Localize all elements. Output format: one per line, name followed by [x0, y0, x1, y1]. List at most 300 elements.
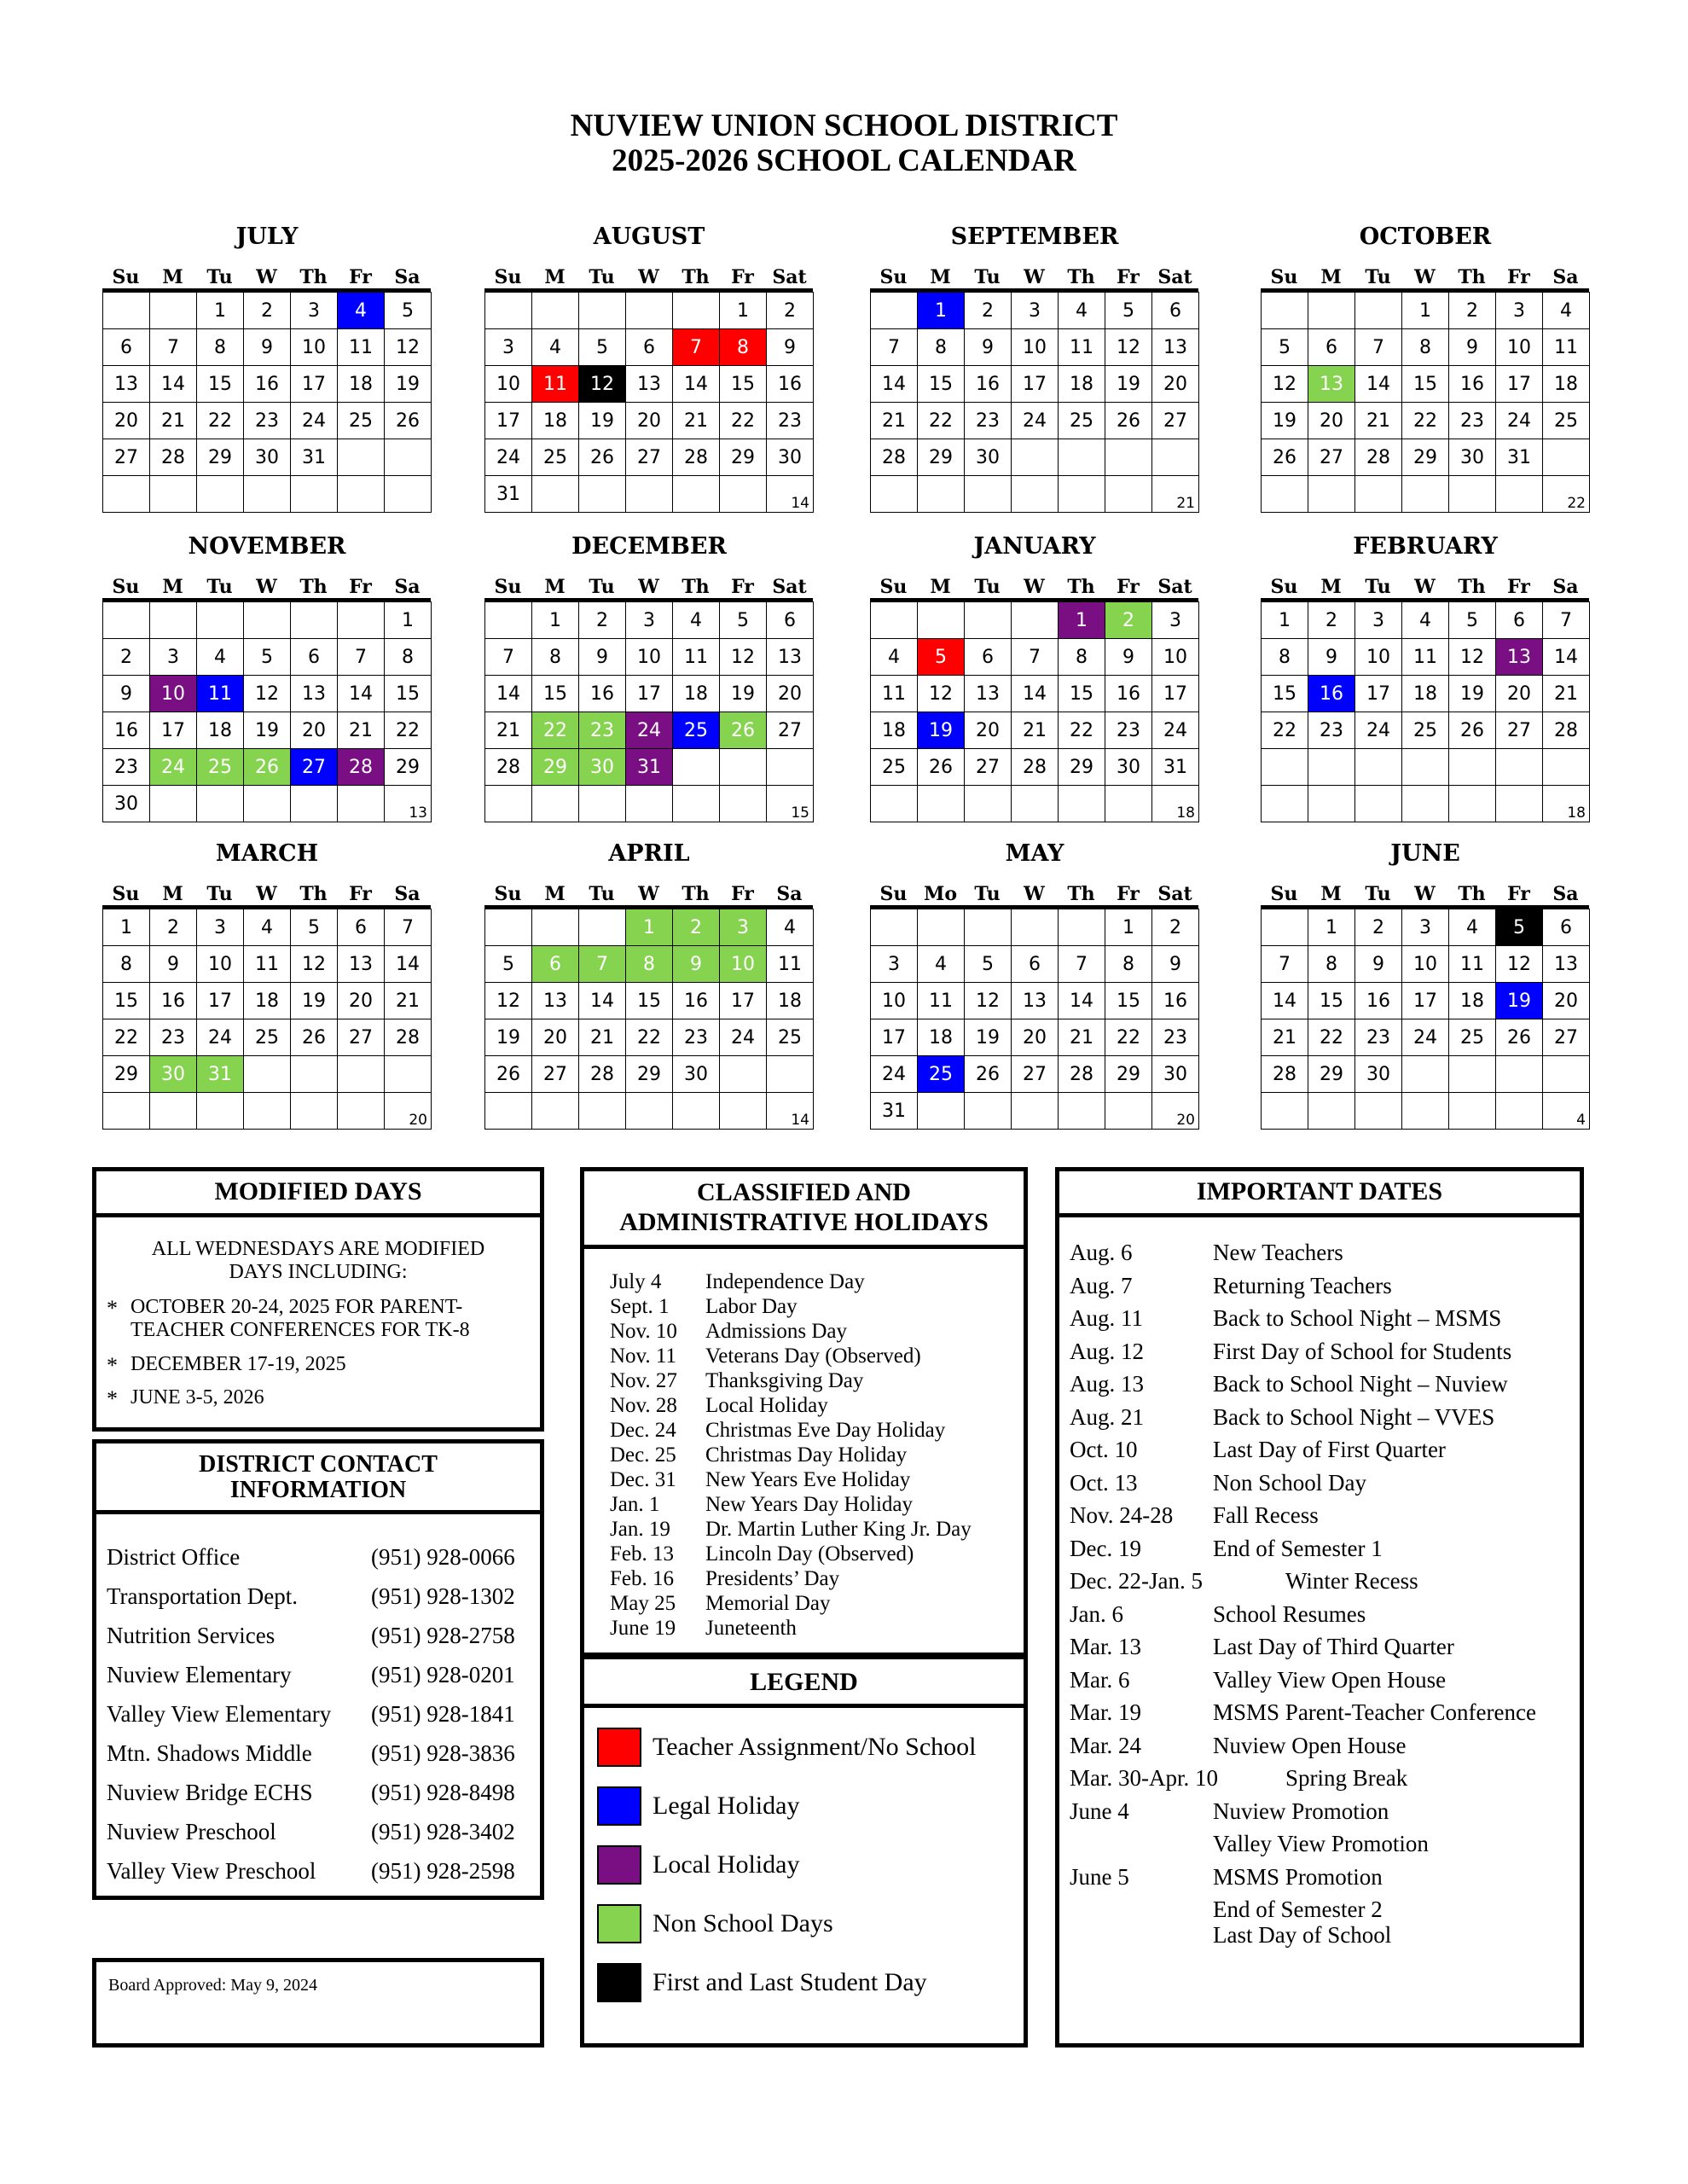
day-cell: 19 — [1495, 982, 1543, 1019]
day-cell: 12 — [719, 638, 767, 676]
day-cell: 28 — [149, 439, 197, 476]
holiday-name: Juneteenth — [705, 1617, 797, 1640]
weekday-label: M — [1320, 576, 1342, 598]
day-cell: 30 — [766, 439, 814, 476]
day-cell: 13 — [290, 675, 338, 712]
holiday-name: Presidents’ Day — [705, 1567, 840, 1590]
day-cell: 4 — [243, 909, 291, 946]
empty-cell — [1448, 1055, 1496, 1093]
day-cell: 27 — [1151, 402, 1199, 439]
day-cell: 17 — [1495, 365, 1543, 403]
important-date: Aug. 11 — [1070, 1305, 1143, 1331]
day-cell: 11 — [917, 982, 965, 1019]
day-cell: 2 — [149, 909, 197, 946]
day-cell: 14 — [1261, 982, 1308, 1019]
day-cell: 1 — [1261, 601, 1308, 639]
holiday-name: Admissions Day — [705, 1320, 847, 1343]
day-cell: 12 — [1261, 365, 1308, 403]
empty-cell — [102, 1092, 150, 1130]
day-cell: 18 — [1058, 365, 1105, 403]
important-date: Aug. 13 — [1070, 1371, 1144, 1397]
day-cell: 10 — [290, 328, 338, 366]
day-cell: 11 — [1448, 945, 1496, 983]
empty-cell — [531, 1092, 579, 1130]
day-grid — [102, 598, 431, 822]
day-cell: 6 — [1011, 945, 1059, 983]
weekday-label: Th — [1067, 266, 1095, 288]
day-cell: 11 — [766, 945, 814, 983]
day-cell: 21 — [149, 402, 197, 439]
empty-cell — [290, 601, 338, 639]
weekday-label: Su — [1270, 266, 1298, 288]
month-name: JANUARY — [973, 533, 1096, 560]
weekday-label: M — [1320, 266, 1342, 288]
day-cell: 7 — [149, 328, 197, 366]
day-cell: 29 — [384, 748, 432, 786]
day-cell: 8 — [531, 638, 579, 676]
empty-cell — [578, 475, 626, 513]
weekday-label: Sa — [394, 883, 421, 905]
weekday-label: W — [1024, 576, 1045, 598]
day-cell: 2 — [964, 292, 1012, 329]
day-cell: 22 — [1261, 712, 1308, 749]
day-cell: 28 — [1542, 712, 1590, 749]
important-date: Mar. 6 — [1070, 1666, 1130, 1693]
holiday-name: Labor Day — [705, 1295, 798, 1318]
holiday-date: Nov. 27 — [610, 1369, 677, 1392]
important-date: Nov. 24-28 — [1070, 1502, 1174, 1528]
empty-cell — [1401, 1055, 1449, 1093]
day-cell: 12 — [1448, 638, 1496, 676]
day-cell: 12 — [917, 675, 965, 712]
day-cell: 26 — [384, 402, 432, 439]
day-cell: 5 — [578, 328, 626, 366]
holiday-date: Dec. 31 — [610, 1468, 676, 1491]
day-cell: 4 — [1058, 292, 1105, 329]
day-cell: 5 — [1105, 292, 1152, 329]
empty-cell — [1308, 1092, 1355, 1130]
day-cell: 27 — [1308, 439, 1355, 476]
holiday-date: Jan. 19 — [610, 1518, 670, 1541]
day-cell: 13 — [531, 982, 579, 1019]
bullet-marker: * — [107, 1353, 118, 1378]
day-cell: 28 — [1261, 1055, 1308, 1093]
empty-cell — [243, 1055, 291, 1093]
day-cell: 4 — [870, 638, 918, 676]
day-cell: 30 — [1151, 1055, 1199, 1093]
day-cell: 5 — [917, 638, 965, 676]
day-cell: 15 — [1261, 675, 1308, 712]
day-cell: 24 — [149, 748, 197, 786]
holiday-date: Dec. 25 — [610, 1443, 676, 1467]
empty-cell — [1542, 1092, 1590, 1130]
weekday-label: W — [1414, 266, 1436, 288]
day-cell: 9 — [1105, 638, 1152, 676]
day-cell: 15 — [719, 365, 767, 403]
empty-cell — [1058, 439, 1105, 476]
day-cell: 21 — [484, 712, 532, 749]
holidays-title-line-1: CLASSIFIED AND — [697, 1178, 911, 1206]
empty-cell — [1011, 475, 1059, 513]
holiday-name: New Years Eve Holiday — [705, 1468, 911, 1491]
day-cell: 5 — [964, 945, 1012, 983]
weekday-label: Fr — [1507, 266, 1530, 288]
important-event: MSMS Parent-Teacher Conference — [1213, 1699, 1536, 1725]
day-cell: 10 — [1354, 638, 1402, 676]
day-cell: 30 — [1105, 748, 1152, 786]
day-cell: 17 — [290, 365, 338, 403]
day-cell: 2 — [243, 292, 291, 329]
important-event: Last Day of School — [1213, 1922, 1392, 1948]
weekday-label: Sa — [1552, 266, 1579, 288]
day-cell: 23 — [578, 712, 626, 749]
weekday-label: M — [930, 576, 951, 598]
empty-cell — [1448, 1092, 1496, 1130]
important-event: First Day of School for Students — [1213, 1338, 1512, 1364]
weekday-label: M — [544, 266, 566, 288]
day-cell: 3 — [870, 945, 918, 983]
school-day-count: 20 — [409, 1112, 427, 1129]
district-title: NUVIEW UNION SCHOOL DISTRICT — [570, 108, 1118, 143]
empty-cell — [1354, 748, 1402, 786]
month-name: SEPTEMBER — [950, 224, 1119, 250]
holiday-name: Veterans Day (Observed) — [705, 1345, 921, 1368]
weekday-label: Tu — [589, 883, 615, 905]
important-date: Oct. 13 — [1070, 1469, 1138, 1496]
empty-cell — [196, 601, 244, 639]
empty-cell — [1401, 785, 1449, 822]
important-event: New Teachers — [1213, 1240, 1343, 1265]
weekday-label: M — [162, 883, 183, 905]
day-cell: 7 — [484, 638, 532, 676]
empty-cell — [578, 909, 626, 946]
weekday-header — [870, 576, 1198, 598]
day-cell: 21 — [384, 982, 432, 1019]
day-cell: 28 — [1354, 439, 1402, 476]
day-cell: 7 — [1011, 638, 1059, 676]
day-cell: 29 — [531, 748, 579, 786]
day-cell: 17 — [1401, 982, 1449, 1019]
contact-phone: (951) 928-3836 — [371, 1740, 515, 1766]
holiday-date: May 25 — [610, 1592, 676, 1615]
empty-cell — [1058, 475, 1105, 513]
day-cell: 26 — [1105, 402, 1152, 439]
day-cell: 20 — [1151, 365, 1199, 403]
day-cell: 30 — [964, 439, 1012, 476]
day-cell: 3 — [484, 328, 532, 366]
day-cell: 27 — [531, 1055, 579, 1093]
day-cell: 23 — [1105, 712, 1152, 749]
holiday-name: Memorial Day — [705, 1592, 831, 1615]
day-cell: 5 — [290, 909, 338, 946]
day-grid — [1261, 598, 1589, 822]
month-name: DECEMBER — [571, 533, 727, 560]
contact-phone: (951) 928-1302 — [371, 1583, 515, 1609]
month-name: MARCH — [215, 840, 319, 867]
holiday-date: Nov. 10 — [610, 1320, 677, 1343]
empty-cell — [196, 475, 244, 513]
weekday-label: Tu — [974, 266, 1001, 288]
day-cell: 24 — [625, 712, 673, 749]
contact-phone: (951) 928-2758 — [371, 1623, 515, 1648]
important-dates-title: IMPORTANT DATES — [1196, 1177, 1443, 1205]
day-cell: 13 — [1495, 638, 1543, 676]
weekday-label: M — [544, 576, 566, 598]
day-cell: 7 — [672, 328, 720, 366]
empty-cell — [964, 909, 1012, 946]
day-cell: 26 — [917, 748, 965, 786]
month-name: APRIL — [608, 840, 690, 867]
day-cell: 15 — [384, 675, 432, 712]
empty-cell — [672, 1092, 720, 1130]
day-cell: 5 — [1261, 328, 1308, 366]
day-cell: 8 — [102, 945, 150, 983]
weekday-label: W — [256, 883, 277, 905]
day-cell: 25 — [1058, 402, 1105, 439]
empty-cell — [1011, 909, 1059, 946]
weekday-label: M — [162, 266, 183, 288]
day-cell: 17 — [1354, 675, 1402, 712]
day-cell: 14 — [484, 675, 532, 712]
day-cell: 19 — [290, 982, 338, 1019]
day-cell: 6 — [1151, 292, 1199, 329]
weekday-header — [870, 266, 1198, 288]
important-date: Oct. 10 — [1070, 1437, 1138, 1462]
day-cell: 26 — [1495, 1019, 1543, 1056]
day-cell: 20 — [766, 675, 814, 712]
day-cell: 18 — [766, 982, 814, 1019]
day-cell: 13 — [625, 365, 673, 403]
day-cell: 28 — [578, 1055, 626, 1093]
month-name: JUNE — [1390, 840, 1460, 867]
day-cell: 7 — [384, 909, 432, 946]
empty-cell — [1308, 785, 1355, 822]
empty-cell — [719, 748, 767, 786]
month-name: NOVEMBER — [188, 533, 346, 560]
month-name: OCTOBER — [1359, 224, 1492, 250]
empty-cell — [1448, 475, 1496, 513]
day-cell: 14 — [1542, 638, 1590, 676]
day-cell: 3 — [1495, 292, 1543, 329]
day-cell: 19 — [917, 712, 965, 749]
empty-cell — [149, 785, 197, 822]
empty-cell — [625, 292, 673, 329]
day-cell: 23 — [243, 402, 291, 439]
day-cell: 13 — [766, 638, 814, 676]
day-cell: 24 — [1354, 712, 1402, 749]
day-cell: 14 — [384, 945, 432, 983]
empty-cell — [1354, 292, 1402, 329]
weekday-label: W — [1414, 576, 1436, 598]
important-event: Back to School Night – VVES — [1213, 1403, 1495, 1430]
empty-cell — [964, 1092, 1012, 1130]
empty-cell — [870, 601, 918, 639]
board-approved-text: Board Approved: May 9, 2024 — [108, 1976, 317, 1995]
day-cell: 28 — [337, 748, 385, 786]
day-cell: 14 — [149, 365, 197, 403]
weekday-label: Tu — [1365, 266, 1391, 288]
day-cell: 17 — [719, 982, 767, 1019]
day-grid — [870, 288, 1198, 512]
weekday-label: Sa — [394, 576, 421, 598]
day-cell: 3 — [196, 909, 244, 946]
day-cell: 16 — [578, 675, 626, 712]
empty-cell — [917, 909, 965, 946]
day-cell: 21 — [1354, 402, 1402, 439]
empty-cell — [1495, 785, 1543, 822]
weekday-label: Su — [1270, 883, 1298, 905]
day-cell: 18 — [1542, 365, 1590, 403]
day-cell: 27 — [1011, 1055, 1059, 1093]
empty-cell — [1151, 475, 1199, 513]
day-cell: 29 — [1308, 1055, 1355, 1093]
empty-cell — [484, 909, 532, 946]
empty-cell — [1354, 475, 1402, 513]
day-cell: 25 — [766, 1019, 814, 1056]
day-cell: 5 — [719, 601, 767, 639]
day-cell: 13 — [102, 365, 150, 403]
empty-cell — [870, 292, 918, 329]
weekday-label: Su — [494, 266, 522, 288]
empty-cell — [672, 292, 720, 329]
day-cell: 2 — [578, 601, 626, 639]
day-cell: 15 — [102, 982, 150, 1019]
day-cell: 1 — [196, 292, 244, 329]
empty-cell — [1401, 748, 1449, 786]
contact-phone: (951) 928-3402 — [371, 1819, 515, 1844]
day-cell: 14 — [870, 365, 918, 403]
legend-swatch — [597, 1963, 641, 2002]
empty-cell — [290, 475, 338, 513]
day-grid — [484, 598, 813, 822]
day-cell: 4 — [672, 601, 720, 639]
day-cell: 11 — [672, 638, 720, 676]
day-cell: 1 — [719, 292, 767, 329]
day-cell: 1 — [1401, 292, 1449, 329]
weekday-label: Th — [1458, 576, 1486, 598]
holiday-date: Feb. 16 — [610, 1567, 674, 1590]
contact-name: Nuview Bridge ECHS — [107, 1780, 313, 1805]
contact-name: District Office — [107, 1544, 241, 1570]
day-cell: 16 — [102, 712, 150, 749]
day-cell: 11 — [1401, 638, 1449, 676]
empty-cell — [1495, 1092, 1543, 1130]
day-cell: 10 — [484, 365, 532, 403]
day-cell: 7 — [1542, 601, 1590, 639]
legend-label: Legal Holiday — [653, 1792, 800, 1820]
day-cell: 25 — [870, 748, 918, 786]
important-event: Winter Recess — [1285, 1568, 1418, 1594]
day-cell: 24 — [290, 402, 338, 439]
holiday-date: June 19 — [610, 1617, 676, 1640]
day-cell: 20 — [964, 712, 1012, 749]
day-grid — [484, 905, 813, 1129]
day-cell: 26 — [484, 1055, 532, 1093]
day-cell: 19 — [1261, 402, 1308, 439]
important-event: Last Day of First Quarter — [1213, 1437, 1446, 1462]
empty-cell — [672, 748, 720, 786]
day-cell: 10 — [625, 638, 673, 676]
empty-cell — [337, 785, 385, 822]
day-cell: 7 — [1058, 945, 1105, 983]
empty-cell — [1542, 439, 1590, 476]
weekday-label: M — [1320, 883, 1342, 905]
legend-label: First and Last Student Day — [653, 1968, 927, 1996]
day-cell: 5 — [243, 638, 291, 676]
contact-title-line-1: DISTRICT CONTACT — [199, 1451, 438, 1478]
day-cell: 19 — [384, 365, 432, 403]
day-cell: 12 — [484, 982, 532, 1019]
day-cell: 7 — [870, 328, 918, 366]
day-cell: 24 — [1495, 402, 1543, 439]
important-date: Mar. 19 — [1070, 1699, 1141, 1725]
day-cell: 16 — [1308, 675, 1355, 712]
day-cell: 6 — [531, 945, 579, 983]
day-cell: 4 — [196, 638, 244, 676]
day-cell: 10 — [719, 945, 767, 983]
day-cell: 10 — [1495, 328, 1543, 366]
month-name: AUGUST — [593, 224, 705, 250]
day-cell: 12 — [243, 675, 291, 712]
day-cell: 31 — [625, 748, 673, 786]
day-cell: 30 — [243, 439, 291, 476]
day-cell: 28 — [1058, 1055, 1105, 1093]
weekday-label: Su — [494, 576, 522, 598]
important-event: End of Semester 1 — [1213, 1535, 1383, 1561]
day-cell: 20 — [337, 982, 385, 1019]
day-cell: 29 — [1105, 1055, 1152, 1093]
day-cell: 11 — [1542, 328, 1590, 366]
day-cell: 18 — [196, 712, 244, 749]
day-cell: 28 — [384, 1019, 432, 1056]
empty-cell — [484, 601, 532, 639]
weekday-label: Tu — [974, 883, 1001, 905]
weekday-label: Tu — [206, 883, 233, 905]
day-cell: 2 — [1105, 601, 1152, 639]
empty-cell — [917, 475, 965, 513]
school-day-count: 15 — [791, 804, 809, 822]
holiday-date: Dec. 24 — [610, 1419, 676, 1442]
weekday-label: Tu — [206, 576, 233, 598]
day-cell: 10 — [1011, 328, 1059, 366]
day-cell: 24 — [870, 1055, 918, 1093]
day-cell: 15 — [531, 675, 579, 712]
weekday-header — [484, 266, 813, 288]
contact-name: Valley View Elementary — [107, 1701, 332, 1727]
legend-swatch — [597, 1728, 641, 1767]
important-date: Dec. 19 — [1070, 1535, 1141, 1561]
day-cell: 27 — [1542, 1019, 1590, 1056]
day-cell: 22 — [531, 712, 579, 749]
weekday-label: Sa — [1552, 883, 1579, 905]
day-cell: 26 — [719, 712, 767, 749]
day-cell: 20 — [531, 1019, 579, 1056]
school-day-count: 18 — [1176, 804, 1195, 822]
day-cell: 6 — [337, 909, 385, 946]
day-cell: 23 — [672, 1019, 720, 1056]
empty-cell — [484, 1092, 532, 1130]
weekday-label: Fr — [731, 266, 754, 288]
empty-cell — [484, 785, 532, 822]
day-cell: 24 — [1011, 402, 1059, 439]
weekday-header — [1261, 266, 1589, 288]
modified-day-item: OCTOBER 20-24, 2025 FOR PARENT- — [131, 1296, 463, 1318]
day-cell: 2 — [766, 292, 814, 329]
important-event: MSMS Promotion — [1213, 1863, 1383, 1890]
day-cell: 2 — [1448, 292, 1496, 329]
day-cell: 19 — [243, 712, 291, 749]
day-cell: 24 — [719, 1019, 767, 1056]
